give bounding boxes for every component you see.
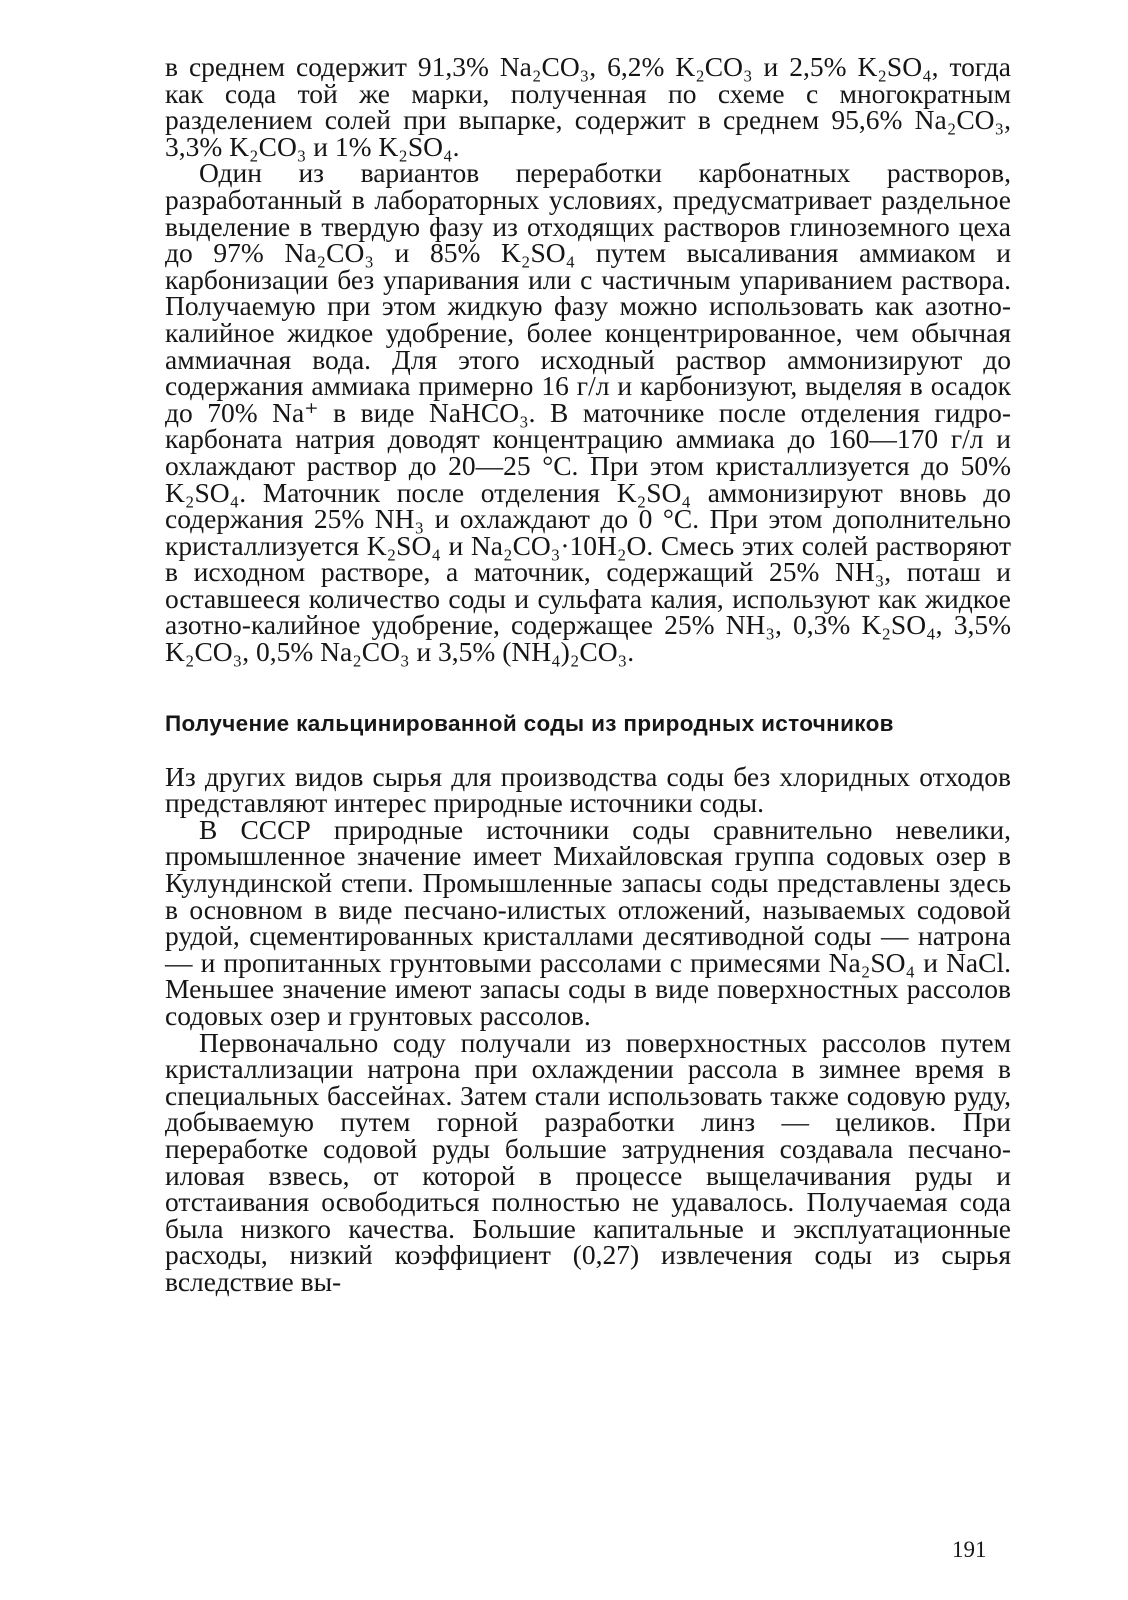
section-heading: Получение кальцинированной соды из природных источников bbox=[165, 710, 894, 736]
paragraph-ussr-sources: В СССР природные источники соды сравнительно невелики, промышленное значение имеет Михайловская группа содовых озер в Кулундинской степи. Промышленные запасы соды представлены здесь в основном в виде песчано-илистых отложений, называемых содовой рудой, сцементированных кристаллами десятиводной соды — натрона — и пропитанных грунтовыми рассолами с примесями Na₂SO₄ и NaCl. Меньшее значение имеют запасы соды в виде поверхностных рассолов содовых озер и грунтовых рассолов. bbox=[165, 813, 1011, 1031]
paragraph-early-production: Первоначально соду получали из поверхностных рассолов путем кристаллизации натрона при охлаждении рассола в зимнее время в специальных бассейнах. Затем стали использовать также содовую руду, добываемую путем горной разработки линз — целиков. При переработке содовой руды большие затруднения создавала песчано-иловая взвесь, от которой в процессе выщелачивания руды и отстаивания освободиться полностью не удавалось. Получаемая сода была низкого качества. Большие капитальные и эксплуатационные расходы, низкий коэффициент (0,27) извлечения соды из сырья вследствие вы- bbox=[165, 1026, 1011, 1297]
paragraph-raw-materials: Из других видов сырья для производства соды без хлоридных отходов представляют интерес природные источники соды. bbox=[165, 760, 1011, 819]
page-number: 191 bbox=[952, 1537, 987, 1562]
page-body bbox=[165, 51, 1011, 1297]
paragraph-carbonate-processing: Один из вариантов переработки карбонатных растворов, разработанный в лабораторных условиях, предусматривает раздельное выделение в твердую фазу из отходящих растворов глиноземного цеха до 97% Na₂CO₃ и 85% K₂SO₄ путем высаливания аммиаком и карбонизации без упаривания или с частичным упариванием раствора. Получаемую при этом жидкую фазу можно использовать как азотно-калийное жидкое удобрение, более концентрированное, чем обычная аммиачная вода. Для этого исходный раствор аммонизируют до содержания аммиака примерно 16 г/л и карбонизуют, выделяя в осадок до 70% Na⁺ в виде NaHCO₃. В маточнике после отделения гидрокарбоната натрия доводят концентрацию аммиака до 160—170 г/л и охлаждают раствор до 20—25 °C. При этом кристаллизуется до 50% K₂SO₄. Маточник после отделения K₂SO₄ аммонизируют вновь до содержания 25% NH₃ и охлаждают до 0 °C. При этом дополнительно кристаллизуется K₂SO₄ и Na₂CO₃·10H₂O. Смесь этих солей растворяют в исходном растворе, а маточник, содержащий 25% NH₃, поташ и оставшееся количество соды и сульфата калия, используют как жидкое азотно-калийное удобрение, содержащее 25% NH₃, 0,3% K₂SO₄, 3,5% K₂CO₃, 0,5% Na₂CO₃ и 3,5% (NH₄)₂CO₃. bbox=[165, 157, 1011, 668]
paragraph-continuation: в среднем содержит 91,3% Na₂CO₃, 6,2% K₂CO₃ и 2,5% K₂SO₄, тогда как сода той же марки, полученная по схеме с многократным разделением солей при выпарке, содержит в среднем 95,6% Na₂CO₃, 3,3% K₂CO₃ и 1% K₂SO₄. bbox=[165, 51, 1011, 162]
